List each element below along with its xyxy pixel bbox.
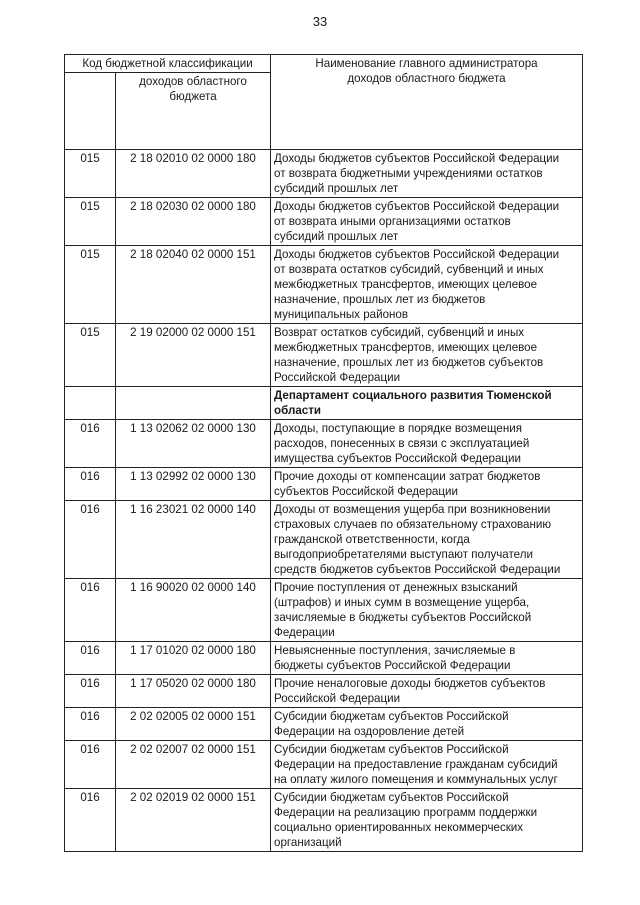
income-code-cell: 1 17 01020 02 0000 180: [116, 642, 271, 675]
name-line: бюджеты субъектов Российской Федерации: [274, 659, 511, 672]
table-body: [65, 150, 583, 852]
administrator-code-cell: 016: [65, 501, 116, 579]
name-line: субсидий прошлых лет: [274, 182, 399, 195]
table-row: [65, 675, 583, 708]
name-line: гражданской ответственности, когда: [274, 533, 470, 546]
income-name-cell: [271, 642, 583, 675]
name-line: страховых случаев по обязательному страхованию: [274, 518, 552, 531]
name-line: Российской Федерации: [274, 692, 401, 705]
name-line: от возврата остатков субсидий, субвенций и иных: [274, 263, 544, 276]
header-administrator-name: [271, 55, 583, 150]
income-name-cell: [271, 468, 583, 501]
department-name-cell: [271, 387, 583, 420]
administrator-code-cell: 016: [65, 741, 116, 789]
name-line: Федерации на предоставление гражданам субсидий: [274, 758, 558, 771]
income-code-cell: 1 13 02062 02 0000 130: [116, 420, 271, 468]
income-code-cell: 2 18 02040 02 0000 151: [116, 246, 271, 324]
income-code-cell: [116, 387, 271, 420]
name-line: муниципальных районов: [274, 308, 409, 321]
name-line: назначение, прошлых лет из бюджетов субъектов: [274, 356, 544, 369]
name-line: Прочие доходы от компенсации затрат бюджетов: [274, 470, 541, 483]
name-line: Субсидии бюджетам субъектов Российской: [274, 743, 509, 756]
administrator-code-cell: 015: [65, 198, 116, 246]
name-line: Доходы, поступающие в порядке возмещения: [274, 422, 523, 435]
name-line: Прочие поступления от денежных взысканий: [274, 581, 518, 594]
income-code-cell: 2 18 02010 02 0000 180: [116, 150, 271, 198]
name-line: Федерации на оздоровление детей: [274, 725, 465, 738]
header-name-line: Наименование главного администратора: [315, 57, 538, 70]
name-line: (штрафов) и иных сумм в возмещение ущерба,: [274, 596, 530, 609]
name-line: от возврата иными организациями остатков: [274, 215, 511, 228]
income-code-cell: 2 18 02030 02 0000 180: [116, 198, 271, 246]
income-name-cell: [271, 789, 583, 852]
administrator-code-cell: 015: [65, 150, 116, 198]
name-line: области: [274, 404, 322, 417]
page-number: 33: [312, 14, 328, 29]
name-line: выгодоприобретателями выступают получатели: [274, 548, 533, 561]
name-line: от возврата бюджетными учреждениями остатков: [274, 167, 543, 180]
administrator-code-cell: 015: [65, 246, 116, 324]
income-code-cell: 2 02 02019 02 0000 151: [116, 789, 271, 852]
name-line: назначение, прошлых лет из бюджетов: [274, 293, 486, 306]
administrator-code-cell: 016: [65, 468, 116, 501]
income-code-cell: 2 19 02000 02 0000 151: [116, 324, 271, 387]
income-name-cell: [271, 150, 583, 198]
name-line: Доходы бюджетов субъектов Российской Федерации: [274, 152, 560, 165]
name-line: межбюджетных трансфертов, имеющих целевое: [274, 341, 538, 354]
income-name-cell: [271, 675, 583, 708]
administrator-code-cell: [65, 387, 116, 420]
table-row: [65, 741, 583, 789]
name-line: Доходы бюджетов субъектов Российской Федерации: [274, 200, 560, 213]
name-line: Федерации на реализацию программ поддержки: [274, 806, 538, 819]
name-line: Субсидии бюджетам субъектов Российской: [274, 791, 509, 804]
table-row: [65, 708, 583, 741]
name-line: расходов, понесенных в связи с эксплуатацией: [274, 437, 530, 450]
income-code-cell: 1 16 90020 02 0000 140: [116, 579, 271, 642]
budget-classification-table: [64, 54, 583, 852]
income-code-cell: 1 16 23021 02 0000 140: [116, 501, 271, 579]
administrator-code-cell: 015: [65, 324, 116, 387]
header-name-line: доходов областного бюджета: [347, 72, 506, 85]
table-row: [65, 246, 583, 324]
department-row: [65, 387, 583, 420]
name-line: Возврат остатков субсидий, субвенций и иных: [274, 326, 525, 339]
header-income-code: [116, 73, 271, 150]
income-name-cell: [271, 420, 583, 468]
name-line: организаций: [274, 836, 342, 849]
name-line: субъектов Российской Федерации: [274, 485, 458, 498]
table-row: [65, 501, 583, 579]
administrator-code-cell: 016: [65, 675, 116, 708]
income-code-cell: 2 02 02007 02 0000 151: [116, 741, 271, 789]
name-line: Невыясненные поступления, зачисляемые в: [274, 644, 516, 657]
administrator-code-cell: 016: [65, 708, 116, 741]
name-line: Департамент социального развития Тюменской: [274, 389, 552, 402]
income-name-cell: [271, 324, 583, 387]
header-administrator-code: [65, 73, 116, 150]
income-code-cell: 2 02 02005 02 0000 151: [116, 708, 271, 741]
table-row: [65, 324, 583, 387]
name-line: Доходы от возмещения ущерба при возникновении: [274, 503, 551, 516]
income-name-cell: [271, 501, 583, 579]
name-line: Доходы бюджетов субъектов Российской Федерации: [274, 248, 560, 261]
table-row: [65, 642, 583, 675]
income-code-cell: 1 13 02992 02 0000 130: [116, 468, 271, 501]
header-income-line: доходов областного: [139, 75, 247, 88]
administrator-code-cell: 016: [65, 420, 116, 468]
table-row: [65, 789, 583, 852]
income-name-cell: [271, 198, 583, 246]
name-line: Федерации: [274, 626, 335, 639]
name-line: Прочие неналоговые доходы бюджетов субъектов: [274, 677, 546, 690]
table-row: [65, 150, 583, 198]
name-line: на оплату жилого помещения и коммунальных услуг: [274, 773, 558, 786]
name-line: средств бюджетов субъектов Российской Федерации: [274, 563, 561, 576]
table-row: [65, 198, 583, 246]
table-row: [65, 579, 583, 642]
header-budget-classification-code: Код бюджетной классификации: [65, 55, 271, 73]
income-name-cell: [271, 741, 583, 789]
income-name-cell: [271, 579, 583, 642]
name-line: социально ориентированных некоммерческих: [274, 821, 524, 834]
name-line: зачисляемые в бюджеты субъектов Российской: [274, 611, 532, 624]
name-line: имущества субъектов Российской Федерации: [274, 452, 522, 465]
income-name-cell: [271, 708, 583, 741]
name-line: межбюджетных трансфертов, имеющих целевое: [274, 278, 538, 291]
table-header: [65, 55, 583, 150]
name-line: субсидий прошлых лет: [274, 230, 399, 243]
administrator-code-cell: 016: [65, 789, 116, 852]
table-row: [65, 420, 583, 468]
name-line: Российской Федерации: [274, 371, 401, 384]
administrator-code-cell: 016: [65, 642, 116, 675]
income-name-cell: [271, 246, 583, 324]
administrator-code-cell: 016: [65, 579, 116, 642]
table-row: [65, 468, 583, 501]
name-line: Субсидии бюджетам субъектов Российской: [274, 710, 509, 723]
income-code-cell: 1 17 05020 02 0000 180: [116, 675, 271, 708]
header-income-line: бюджета: [169, 90, 217, 103]
